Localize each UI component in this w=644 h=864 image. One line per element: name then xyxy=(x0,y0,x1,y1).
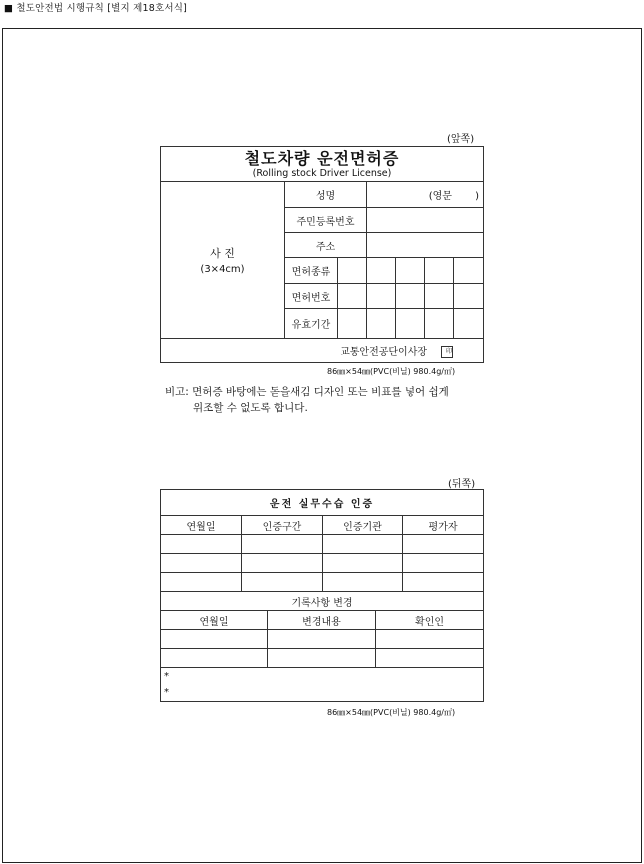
training-cell xyxy=(403,573,484,592)
change-col-content: 변경내용 xyxy=(268,611,376,630)
license-title-cell xyxy=(161,147,484,182)
seal-mark: 印 xyxy=(441,346,453,358)
training-cell xyxy=(242,554,323,573)
license-back-card xyxy=(160,489,484,702)
license-type-label: 면허종류 xyxy=(285,258,338,284)
change-col-confirm: 확인인 xyxy=(376,611,484,630)
training-cell xyxy=(403,554,484,573)
col-evaluator: 평가자 xyxy=(403,516,484,535)
license-type-box xyxy=(454,258,484,284)
photo-size: (3×4cm) xyxy=(200,264,245,275)
valid-period-box xyxy=(396,309,425,339)
front-spec-note: 86㎜×54㎜(PVC(비닐) 980.4g/㎡) xyxy=(327,367,456,376)
valid-period-label: 유효기간 xyxy=(285,309,338,339)
remark-line-2: 위조할 수 없도록 합니다. xyxy=(193,402,308,414)
change-cell xyxy=(376,630,484,649)
valid-period-box xyxy=(367,309,396,339)
license-type-box xyxy=(425,258,454,284)
training-cell xyxy=(323,554,403,573)
license-no-box xyxy=(367,284,396,309)
license-no-box xyxy=(425,284,454,309)
address-label: 주소 xyxy=(285,233,367,258)
resident-no-label: 주민등록번호 xyxy=(285,208,367,233)
english-name-field: (영문 ) xyxy=(367,182,484,208)
license-front-card xyxy=(160,146,484,363)
change-col-date: 연월일 xyxy=(161,611,268,630)
col-authority: 인증기관 xyxy=(323,516,403,535)
training-cell xyxy=(161,573,242,592)
front-side-label: (앞쪽) xyxy=(447,134,475,145)
issuer-cell xyxy=(161,339,484,363)
valid-period-box xyxy=(338,309,367,339)
license-no-box xyxy=(338,284,367,309)
change-cell xyxy=(268,649,376,668)
training-title: 운전 실무수습 인증 xyxy=(161,490,484,516)
change-section-title: 기록사항 변경 xyxy=(161,592,484,611)
training-cell xyxy=(242,573,323,592)
remark-block xyxy=(165,384,485,416)
change-cell xyxy=(376,649,484,668)
license-no-box xyxy=(454,284,484,309)
license-no-label: 면허번호 xyxy=(285,284,338,309)
change-cell xyxy=(268,630,376,649)
col-section: 인증구간 xyxy=(242,516,323,535)
training-cell xyxy=(403,535,484,554)
col-date: 연월일 xyxy=(161,516,242,535)
license-type-box xyxy=(367,258,396,284)
training-cell xyxy=(323,573,403,592)
license-subtitle: (Rolling stock Driver License) xyxy=(252,167,392,179)
note-2: * xyxy=(164,687,169,698)
training-cell xyxy=(242,535,323,554)
back-side-label: (뒤쪽) xyxy=(448,479,476,490)
notes-cell xyxy=(161,668,484,702)
remark-line-1: 비고: 면허증 바탕에는 돋을새김 디자인 또는 비표를 넣어 쉽게 xyxy=(165,386,449,398)
photo-label: 사 진 xyxy=(210,247,235,260)
license-no-box xyxy=(396,284,425,309)
valid-period-box xyxy=(454,309,484,339)
valid-period-box xyxy=(425,309,454,339)
license-type-box xyxy=(396,258,425,284)
training-cell xyxy=(161,535,242,554)
change-cell xyxy=(161,649,268,668)
name-label: 성명 xyxy=(285,182,367,208)
license-type-box xyxy=(338,258,367,284)
note-1: * xyxy=(164,671,169,682)
back-spec-note: 86㎜×54㎜(PVC(비닐) 980.4g/㎡) xyxy=(327,708,456,717)
address-value xyxy=(367,233,484,258)
change-cell xyxy=(161,630,268,649)
resident-no-value xyxy=(367,208,484,233)
license-title: 철도차량 운전면허증 xyxy=(244,148,400,168)
training-cell xyxy=(323,535,403,554)
training-cell xyxy=(161,554,242,573)
form-header: ■ 철도안전법 시행규칙 [별지 제18호서식] xyxy=(4,3,188,14)
issuer-name: 교통안전공단이사장 xyxy=(340,347,428,358)
photo-cell xyxy=(161,182,285,339)
